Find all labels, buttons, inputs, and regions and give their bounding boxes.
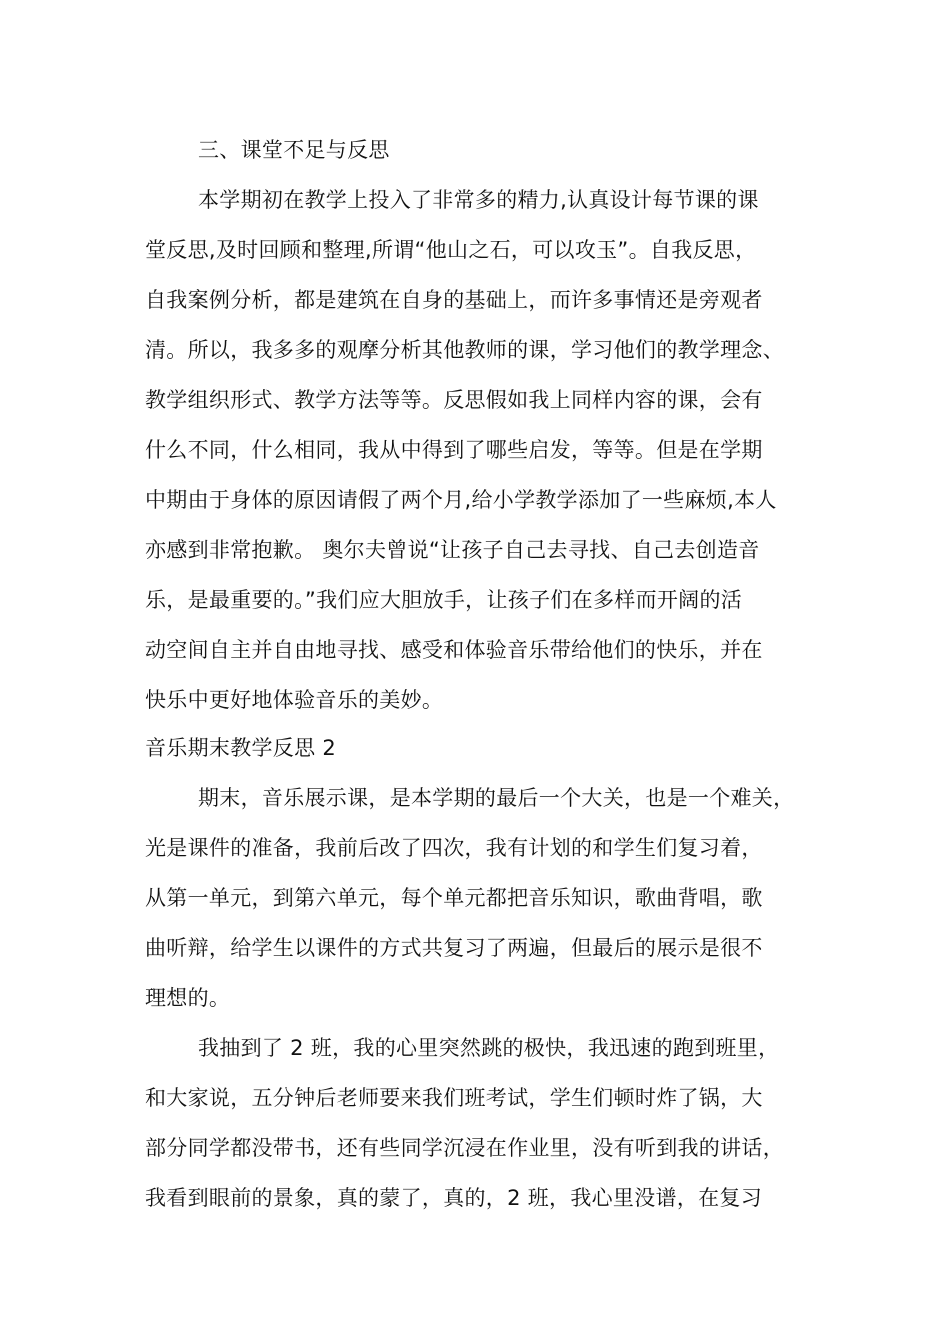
paragraph-line: 什么不同，什么相同，我从中得到了哪些启发，等等。但是在学期	[145, 438, 763, 462]
paragraph-line: 乐，是最重要的。”我们应大胆放手，让孩子们在多样而开阔的活	[145, 588, 743, 612]
paragraph-line: 光是课件的准备，我前后改了四次，我有计划的和学生们复习着，	[145, 836, 763, 860]
paragraph-line: 理想的。	[145, 986, 231, 1010]
paragraph-line: 亦感到非常抱歉。 奥尔夫曾说“让孩子自己去寻找、自己去创造音	[145, 538, 760, 562]
paragraph-line: 期末，音乐展示课，是本学期的最后一个大关，也是一个难关，	[198, 786, 795, 810]
paragraph-line: 本学期初在教学上投入了非常多的精力,认真设计每节课的课	[198, 188, 759, 212]
section-title: 音乐期末教学反思 2	[145, 736, 337, 760]
paragraph-line: 自我案例分析，都是建筑在自身的基础上，而许多事情还是旁观者	[145, 288, 763, 312]
paragraph-line: 教学组织形式、教学方法等等。反思假如我上同样内容的课，会有	[145, 388, 763, 412]
paragraph-line: 清。所以，我多多的观摩分析其他教师的课，学习他们的教学理念、	[145, 338, 784, 362]
paragraph-line: 动空间自主并自由地寻找、感受和体验音乐带给他们的快乐，并在	[145, 638, 763, 662]
paragraph-line: 从第一单元，到第六单元，每个单元都把音乐知识，歌曲背唱，歌	[145, 886, 763, 910]
paragraph-line: 快乐中更好地体验音乐的美妙。	[145, 688, 444, 712]
paragraph-line: 曲听辩，给学生以课件的方式共复习了两遍，但最后的展示是很不	[145, 936, 763, 960]
paragraph-line: 我看到眼前的景象，真的蒙了，真的，2 班，我心里没谱，在复习	[145, 1186, 763, 1210]
paragraph-line: 部分同学都没带书，还有些同学沉浸在作业里，没有听到我的讲话，	[145, 1136, 784, 1160]
paragraph-line: 我抽到了 2 班，我的心里突然跳的极快，我迅速的跑到班里，	[198, 1036, 780, 1060]
paragraph-line: 中期由于身体的原因请假了两个月,给小学教学添加了一些麻烦,本人	[145, 488, 777, 512]
paragraph-line: 和大家说，五分钟后老师要来我们班考试，学生们顿时炸了锅，大	[145, 1086, 763, 1110]
paragraph-line: 堂反思,及时回顾和整理,所谓“他山之石，可以攻玉”。自我反思，	[145, 238, 757, 262]
section-heading: 三、课堂不足与反思	[198, 138, 390, 162]
